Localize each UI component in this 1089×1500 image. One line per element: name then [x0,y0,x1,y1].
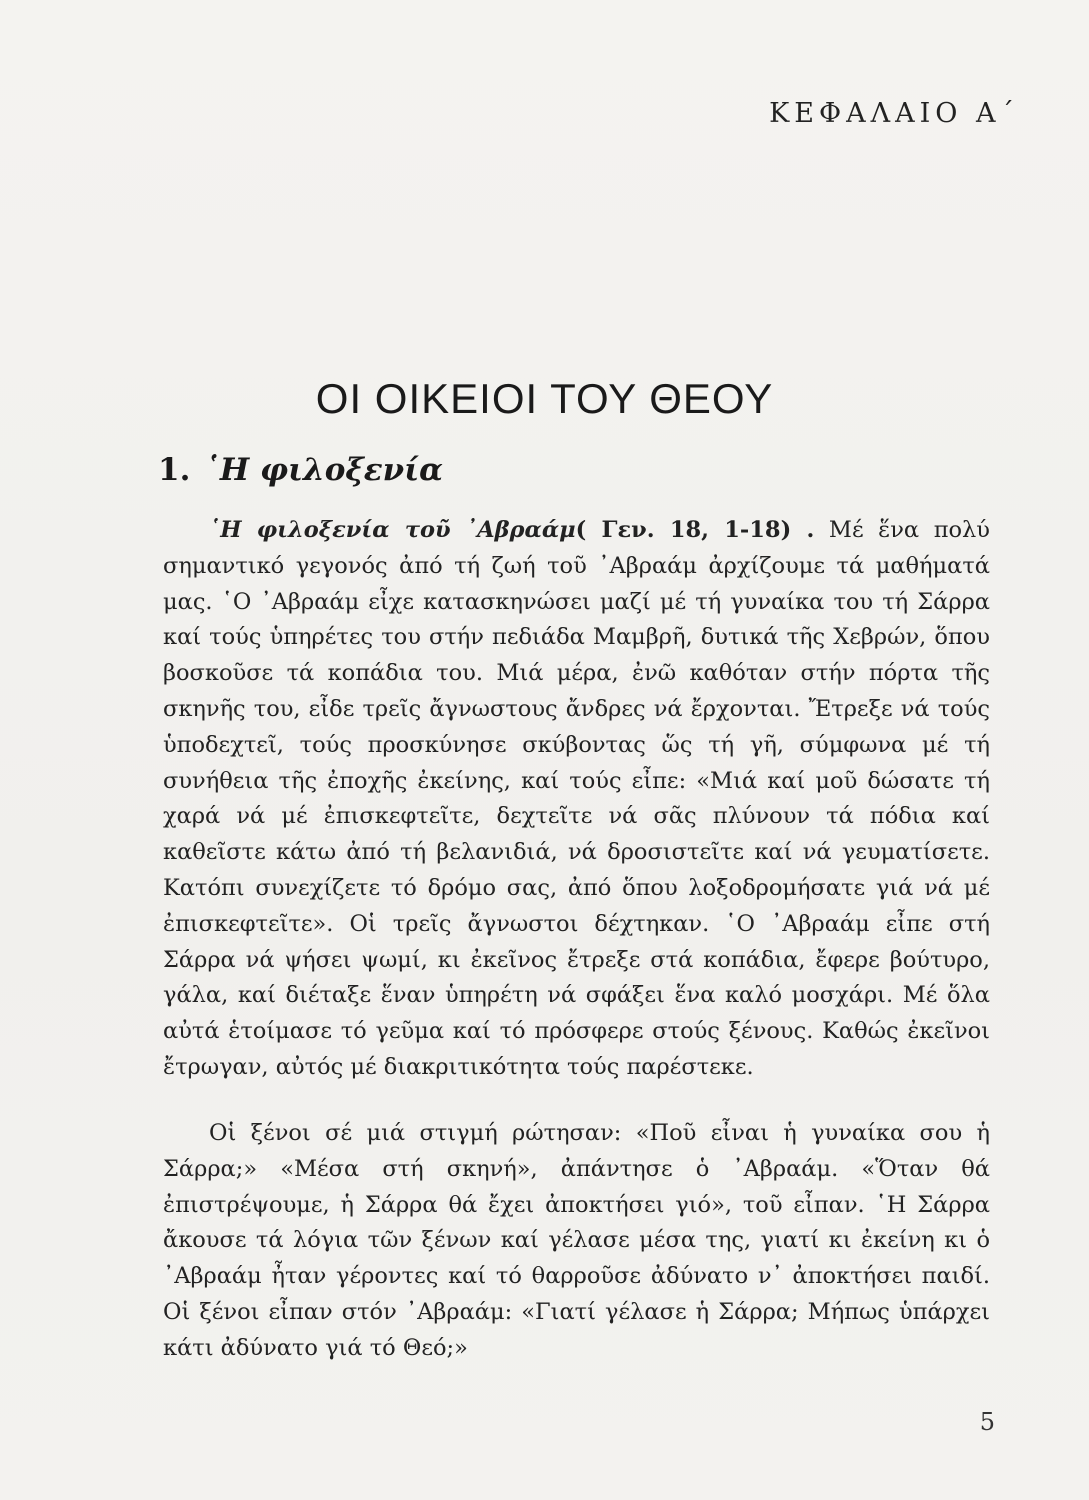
page-number: 5 [979,1408,995,1436]
paragraph-1-text: Μέ ἕνα πολύ σημαντικό γεγονός ἀπό τή ζωή τοῦ ᾿Αβραάμ ἀρχίζουμε τά μαθήματά μας. ῾Ο ᾿Αβραάμ εἶχε κατασκηνώσει μαζί μέ τή γυναίκα του τή Σάρρα καί τούς ὑπηρέτες του στήν πεδιάδα Μαμβρῆ, δυτικά τῆς Χεβρών, ὅπου βοσκοῦσε τά κοπάδια του. Μιά μέρα, ἐνῶ καθόταν στήν πόρτα τῆς σκηνῆς του, εἶδε τρεῖς ἄγνωστους ἄνδρες νά ἔρχονται. Ἔτρεξε νά τούς ὑποδεχτεῖ, τούς προσκύνησε σκύβοντας ὥς τή γῆ, σύμφωνα μέ τή συνήθεια τῆς ἐποχῆς ἐκείνης, καί τούς εἶπε: «Μιά καί μοῦ δώσατε τή χαρά νά μέ ἐπισκεφτεῖτε, δεχτεῖτε νά σᾶς πλύνουν τά πόδια καί καθεῖστε κάτω ἀπό τή βελανιδιά, νά δροσιστεῖτε καί νά γευματίσετε. Κατόπι συνεχίζετε τό δρόμο σας, ἀπό ὅπου λοξοδρομήσατε γιά νά μέ ἐπισκεφτεῖτε». Οἱ τρεῖς ἄγνωστοι δέχτηκαν. ῾Ο ᾿Αβραάμ εἶπε στή Σάρρα νά ψήσει ψωμί, κι ἐκεῖνος ἔτρεξε στά κοπάδια, ἔφερε βούτυρο, γάλα, καί διέταξε ἕναν ὑπηρέτη νά σφάξει ἕνα καλό μοσχάρι. Μέ ὅλα αὐτά ἑτοίμασε τό γεῦμα καί τό πρόσφερε στούς ξένους. Καθώς ἐκεῖνοι ἔτρωγαν, αὐτός μέ διακριτικότητα τούς παρέστεκε. [163,517,990,1080]
paragraph-1 [163,513,990,1086]
section-title: ῾Η φιλοξενία [204,452,443,488]
paragraph-1-block [163,513,990,1086]
paragraph-2-block [163,1116,990,1367]
section-number: 1. [158,452,191,488]
section-heading [158,452,443,488]
lead-title: ῾Η φιλοξενία τοῦ ᾿Αβραάμ [209,517,576,543]
paragraph-2: Οἱ ξένοι σέ μιά στιγμή ρώτησαν: «Ποῦ εἶναι ἡ γυναίκα σου ἡ Σάρρα;» «Μέσα στή σκηνή», ἀπάντησε ὁ ᾿Αβραάμ. «Ὅταν θά ἐπιστρέψουμε, ἡ Σάρρα θά ἔχει ἀποκτήσει γιό», τοῦ εἶπαν. ῾Η Σάρρα ἄκουσε τά λόγια τῶν ξένων καί γέλασε μέσα της, γιατί κι ἐκείνη κι ὁ ᾿Αβραάμ ἦταν γέροντες καί τό θαρροῦσε ἀδύνατο ν᾿ ἀποκτήσει παιδί. Οἱ ξένοι εἶπαν στόν ᾿Αβραάμ: «Γιατί γέλασε ἡ Σάρρα; Μήπως ὑπάρχει κάτι ἀδύνατο γιά τό Θεό;» [163,1120,990,1361]
paragraph-lead [209,517,814,543]
lead-reference: ( Γεν. 18, 1-18) . [575,517,815,543]
page-title: ΟΙ ΟΙΚΕΙΟΙ ΤΟΥ ΘΕΟΥ [315,375,774,422]
chapter-label: ΚΕΦΑΛΑΙΟ Α΄ [769,98,1019,129]
